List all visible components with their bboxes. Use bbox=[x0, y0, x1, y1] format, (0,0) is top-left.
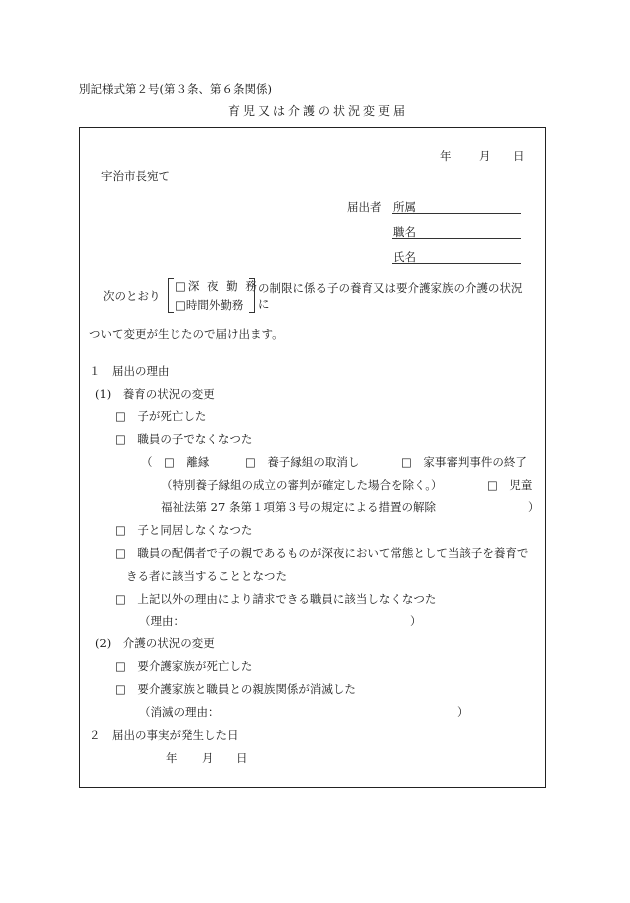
reason-label: （理由： bbox=[139, 614, 185, 628]
section1-sub2-heading: (2) 介護の状況の変更 bbox=[95, 636, 215, 650]
reason-close: ） bbox=[410, 614, 422, 628]
item-no-cohabit: □ 子と同居しなくなつた bbox=[115, 523, 253, 537]
detail-child-welfare-1: □ 児童 bbox=[487, 478, 533, 492]
item-child-death: □ 子が死亡した bbox=[115, 409, 207, 423]
intro-suffix-line2: に bbox=[258, 297, 270, 311]
section2-heading: ２ 届出の事実が発生した日 bbox=[89, 728, 239, 742]
item-other-reason: □ 上記以外の理由により請求できる職員に該当しなくなつた bbox=[115, 592, 437, 606]
relation-reason-label: （消滅の理由： bbox=[139, 705, 220, 719]
section1-sub1-heading: (1) 養育の状況の変更 bbox=[95, 387, 215, 401]
occurrence-year-label: 年 bbox=[166, 751, 178, 765]
detail-adoption-cancel: □ 養子縁組の取消し bbox=[245, 455, 360, 469]
item-spouse-line1: □ 職員の配偶者で子の親であるものが深夜において常態として当該子を養育で bbox=[115, 546, 529, 560]
applicant-label: 届出者 bbox=[347, 200, 382, 214]
name-underline bbox=[392, 263, 521, 264]
page-title: 育児又は介護の状況変更届 bbox=[228, 104, 409, 118]
detail-dissolution: （ □ 離縁 bbox=[141, 455, 210, 469]
right-bracket bbox=[249, 278, 255, 313]
affiliation-label: 所属 bbox=[393, 200, 416, 214]
intro-suffix-line1: の制限に係る子の養育又は要介護家族の介護の状況 bbox=[258, 281, 523, 295]
relation-reason-close: ） bbox=[457, 705, 469, 719]
item-spouse-line2: きる者に該当することとなつた bbox=[126, 569, 287, 583]
intro-line2: ついて変更が生じたので届け出ます。 bbox=[89, 327, 284, 341]
form-number: 別記様式第２号(第３条、第６条関係) bbox=[79, 82, 272, 96]
occurrence-day-label: 日 bbox=[236, 751, 248, 765]
option-overtime-work: □時間外勤務 bbox=[175, 298, 244, 312]
date-day-label: 日 bbox=[513, 149, 525, 163]
affiliation-underline bbox=[392, 213, 521, 214]
addressee: 宇治市長宛て bbox=[101, 169, 170, 183]
date-year-label: 年 bbox=[440, 149, 452, 163]
item-relation-ended: □ 要介護家族と職員との親族関係が消滅した bbox=[115, 682, 356, 696]
name-label: 氏名 bbox=[393, 250, 416, 264]
occurrence-month-label: 月 bbox=[202, 751, 214, 765]
date-month-label: 月 bbox=[479, 149, 491, 163]
intro-prefix: 次のとおり bbox=[103, 289, 161, 303]
detail-close-paren: ） bbox=[528, 500, 540, 514]
detail-child-welfare-2: 福祉法第 27 条第１項第３号の規定による措置の解除 bbox=[161, 500, 436, 514]
detail-family-court: □ 家事審判事件の終了 bbox=[401, 455, 527, 469]
position-underline bbox=[392, 238, 521, 239]
item-family-death: □ 要介護家族が死亡した bbox=[115, 659, 253, 673]
section1-heading: １ 届出の理由 bbox=[89, 364, 170, 378]
option-night-work: □深 夜 勤 務 bbox=[175, 279, 259, 293]
item-not-child: □ 職員の子でなくなつた bbox=[115, 432, 253, 446]
position-label: 職名 bbox=[393, 225, 416, 239]
detail-note: （特別養子縁組の成立の審判が確定した場合を除く。） bbox=[161, 478, 443, 492]
left-bracket bbox=[168, 278, 174, 313]
